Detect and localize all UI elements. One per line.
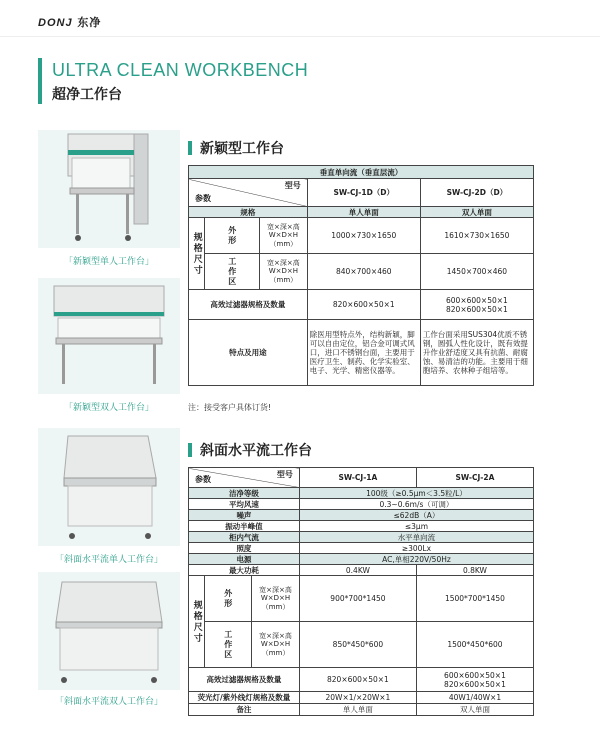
s1-spec-1: 单人单面 [307,207,420,218]
brand-cn: 东净 [77,16,102,29]
s2-filter-row [189,668,534,692]
s1-model-row [189,179,534,207]
s1-model-2: SW-CJ-2D（D） [420,179,533,207]
s2-row-4-value: 水平单向流 [299,532,533,543]
s2-row-2 [189,510,534,521]
s2-work-label: 工作区 [204,622,251,668]
s1-model-label: 型号 [284,181,301,190]
s2-filter-label: 高效过滤器规格及数量 [189,668,300,692]
s2-ext-row [189,576,534,622]
s2-param-label: 参数 [195,475,211,485]
s1-filter-2 [420,290,533,320]
s2-remark-row [189,704,534,716]
s2-lamp-row [189,692,534,704]
s2-row-5-value: ≥300Lx [299,543,533,554]
s2-filter-1: 820×600×50×1 [299,668,416,692]
s2-ext-1: 900*700*1450 [299,576,416,622]
title-cn: 超净工作台 [52,87,122,103]
s2-work-1: 850*450*600 [299,622,416,668]
s2-remark-1: 单人单面 [299,704,416,716]
s2-work-dim: 宽×深×高 W×D×H （mm） [252,622,300,668]
product-caption-4: 「斜面水平流双人工作台」 [54,697,163,707]
s1-feature-row [189,320,534,386]
s1-ext-row [189,218,534,254]
header-divider [0,36,600,37]
s1-specsize-label: 规格尺寸 [189,218,205,290]
s1-work-2: 1450×700×460 [420,254,533,290]
s2-row-4 [189,532,534,543]
s2-work-2: 1500*450*600 [416,622,533,668]
s1-work-1: 840×700×460 [307,254,420,290]
s1-feature-label: 特点及用途 [189,320,308,386]
brand-en: DONJ [38,17,73,29]
s2-ext-dim: 宽×深×高 W×D×H （mm） [252,576,300,622]
product-image-2 [38,278,180,394]
s2-ext-label: 外形 [204,576,251,622]
s2-row-6 [189,554,534,565]
s2-lamp-label: 荧光灯/紫外线灯规格及数量 [189,692,300,704]
product-caption-2: 「新颖型双人工作台」 [63,403,154,413]
s2-model-row [189,468,534,488]
s1-ext-1: 1000×730×1650 [307,218,420,254]
brand-logo [38,14,101,30]
s1-feature-2: 工作台面采用SUS304优质不锈钢，圆弧人性化设计，既有效提升作业舒适度又具有抗菌、耐腐蚀、易清洁的功能。主要用于细胞培养、农林种子组培等。 [420,320,533,386]
s1-work-dim: 宽×深×高 W×D×H （mm） [259,254,307,290]
s2-row-5 [189,543,534,554]
s1-note: 注：接受客户具体订货! [188,403,272,412]
s2-row-4-label: 柜内气流 [189,532,300,543]
product-image-3 [38,428,180,546]
s2-row-2-label: 噪声 [189,510,300,521]
section2-heading [188,440,312,460]
s2-row-0 [189,488,534,499]
s2-power-label: 最大功耗 [189,565,300,576]
s2-model-1: SW-CJ-1A [299,468,416,488]
s1-work-label: 工作区 [204,254,259,290]
section2-title: 斜面水平流工作台 [200,443,312,459]
section1-table [188,165,534,386]
s1-filter-row [189,290,534,320]
section1-title: 新颖型工作台 [200,141,284,157]
s1-filter-1: 820×600×50×1 [307,290,420,320]
s2-row-1-value: 0.3~0.6m/s（可调） [299,499,533,510]
s1-filter-2b: 820×600×50×1 [446,304,508,314]
s2-lamp-2: 40W1/40W×1 [416,692,533,704]
s2-param-model-cell [189,468,300,488]
s2-power-2: 0.8KW [416,565,533,576]
s2-row-0-value: 100级（≥0.5μm＜3.5粒/L） [299,488,533,499]
s2-specsize-label: 规格尺寸 [189,576,205,668]
s1-spec-2: 双人单面 [420,207,533,218]
s2-row-1 [189,499,534,510]
s2-filter-2b: 820×600×50×1 [444,679,506,689]
s1-filter-2a: 600×600×50×1 [446,295,508,305]
s2-row-3 [189,521,534,532]
product-caption-3: 「斜面水平流单人工作台」 [54,555,163,565]
section2-table [188,467,534,716]
s2-filter-2 [416,668,533,692]
s1-ext-dim: 宽×深×高 W×D×H （mm） [259,218,307,254]
s2-lamp-1: 20W×1/×20W×1 [299,692,416,704]
s2-power-row [189,565,534,576]
section2-accent-bar [188,443,192,457]
s2-model-2: SW-CJ-2A [416,468,533,488]
s2-filter-2a: 600×600×50×1 [444,670,506,680]
section1-accent-bar [188,141,192,155]
s2-remark-2: 双人单面 [416,704,533,716]
s1-param-label: 参数 [195,194,211,204]
s1-flow-row [189,166,534,179]
s1-spec-row [189,207,534,218]
s2-work-row [189,622,534,668]
s2-row-6-label: 电源 [189,554,300,565]
section1-heading [188,138,284,158]
s2-model-label: 型号 [276,470,293,479]
product-image-1 [38,130,180,248]
s2-row-6-value: AC,单相220V/50Hz [299,554,533,565]
s1-filter-label: 高效过滤器规格及数量 [189,290,308,320]
s1-spec-label: 规格 [189,207,308,218]
s2-row-3-label: 振动半峰值 [189,521,300,532]
s1-work-row [189,254,534,290]
s2-remark-label: 备注 [189,704,300,716]
s2-row-1-label: 平均风速 [189,499,300,510]
s1-model-1: SW-CJ-1D（D） [307,179,420,207]
s1-feature-1: 除医用型特点外，结构新颖，脚可以自由定位，铝合金可调式风口，进口不锈钢台面，主要用于医疗卫生、制药、化学实验室、电子、光学、精密仪器等。 [307,320,420,386]
product-caption-1: 「新颖型单人工作台」 [63,257,154,267]
s2-row-2-value: ≤62dB（A） [299,510,533,521]
s2-ext-2: 1500*700*1450 [416,576,533,622]
s2-row-0-label: 洁净等级 [189,488,300,499]
product-image-4 [38,572,180,690]
s1-flow: 垂直单向流（垂直层流） [189,166,534,179]
s1-param-model-cell [189,179,308,207]
s2-row-3-value: ≤3μm [299,521,533,532]
s1-ext-label: 外形 [204,218,259,254]
s2-power-1: 0.4KW [299,565,416,576]
title-en: ULTRA CLEAN WORKBENCH [52,60,309,80]
s2-row-5-label: 照度 [189,543,300,554]
title-accent-bar [38,58,42,104]
s1-ext-2: 1610×730×1650 [420,218,533,254]
